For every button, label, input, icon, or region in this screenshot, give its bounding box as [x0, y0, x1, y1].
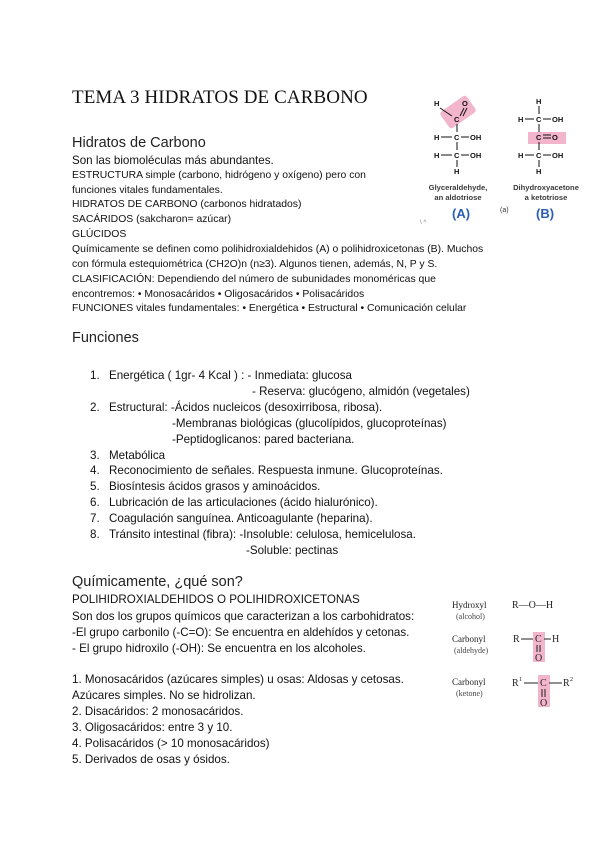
list-item: Reconocimiento de señales. Respuesta inmune. Glucoproteínas.	[109, 464, 443, 477]
text-line: - El grupo hidroxilo (-OH): Se encuentra en los alcoholes.	[72, 642, 366, 655]
section-heading-funciones: Funciones	[72, 330, 139, 346]
subheading: POLIHIDROXIALDEHIDOS O POLIHIDROXICETONAS	[72, 593, 360, 606]
intro-line: SACÁRIDOS (sakcharon= azúcar)	[72, 214, 232, 225]
list-item-continuation: - Reserva: glucógeno, almidón (vegetales)	[252, 385, 470, 398]
ketone-sup1: 1	[519, 677, 522, 683]
ketone-sub: (ketone)	[456, 689, 483, 698]
intro-line: Químicamente se definen como polihidroxialdehidos (A) o polihidroxicetonas (B). Muchos	[72, 244, 484, 255]
section-heading-quimicamente: Químicamente, ¿qué son?	[72, 574, 243, 590]
list-item: Coagulación sanguínea. Anticoagulante (heparina).	[109, 512, 373, 525]
class-line: 3. Oligosacáridos: entre 3 y 10.	[72, 721, 233, 734]
list-number: 2.	[90, 401, 100, 414]
atom-c: C	[536, 151, 542, 160]
functional-groups-figure	[446, 592, 592, 716]
list-item: Metabólica	[109, 449, 166, 462]
aldehyde-o: O	[535, 653, 543, 664]
aldehyde-r: R	[513, 634, 520, 645]
atom-o: O	[462, 99, 468, 108]
class-line: Azúcares simples. No se hidrolizan.	[72, 689, 256, 702]
hydroxyl-sub: (alcohol)	[456, 612, 485, 621]
class-line: 2. Disacáridos: 2 monosacáridos.	[72, 705, 244, 718]
text-line: -El grupo carbonilo (-C=O): Se encuentra en aldehídos y cetonas.	[72, 626, 410, 639]
atom-c: C	[536, 115, 542, 124]
atom-oh: OH	[470, 133, 482, 142]
hydroxyl-name: Hydroxyl	[452, 600, 487, 610]
list-item: Estructural: -Ácidos nucleicos (desoxirribosa, ribosa).	[109, 401, 383, 414]
aldehyde-sub: (aldehyde)	[454, 646, 489, 655]
list-number: 5.	[90, 480, 100, 493]
aldehyde-name: Carbonyl	[452, 634, 486, 644]
atom-h: H	[434, 151, 440, 160]
list-number: 6.	[90, 496, 100, 509]
intro-line: HIDRATOS DE CARBONO (carbonos hidratados)	[72, 199, 302, 210]
intro-line: CLASIFICACIÓN: Dependiendo del número de subunidades monoméricas que	[72, 274, 436, 285]
list-number: 1.	[90, 369, 100, 382]
class-line: 4. Polisacáridos (> 10 monosacáridos)	[72, 737, 270, 750]
intro-line: GLÚCIDOS	[72, 229, 127, 240]
atom-h: H	[518, 151, 524, 160]
atom-h: H	[454, 167, 460, 176]
atom-h: H	[518, 115, 524, 124]
list-item: Biosíntesis ácidos grasos y aminoácidos.	[109, 480, 321, 493]
ketone-r2: R	[563, 678, 570, 689]
list-item: Tránsito intestinal (fibra): -Insoluble: celulosa, hemicelulosa.	[109, 528, 416, 541]
label-mid: (a)	[500, 207, 509, 214]
list-item-continuation: -Peptidoglicanos: pared bacteriana.	[172, 433, 355, 446]
list-number: 8.	[90, 528, 100, 541]
label-b: (B)	[536, 206, 555, 221]
caption-glyceraldehyde: Glyceraldehyde,	[428, 183, 488, 192]
page-title: TEMA 3 HIDRATOS DE CARBONO	[72, 87, 368, 108]
text-line: Son dos los grupos químicos que caracterizan a los carbohidratos:	[72, 610, 415, 623]
cut-text: \ ^	[420, 220, 427, 224]
list-item: Energética ( 1gr- 4 Kcal ) : - Inmediata: glucosa	[109, 369, 352, 382]
atom-h: H	[536, 167, 542, 176]
ketone-c: C	[540, 678, 547, 689]
aldehyde-c: C	[535, 634, 542, 645]
atom-h: H	[434, 99, 440, 108]
aldehyde-h: H	[552, 634, 560, 645]
intro-line: con fórmula estequiométrica (CH2O)n (n≥3). Algunos tienen, además, N, P y S.	[72, 259, 438, 270]
list-item-continuation: -Membranas biológicas (glucolípidos, glucoproteínas)	[172, 417, 447, 430]
class-line: 1. Monosacáridos (azúcares simples) u osas: Aldosas y cetosas.	[72, 673, 404, 686]
triose-structures-figure	[418, 94, 596, 224]
list-number: 3.	[90, 449, 100, 462]
caption-dihydroxyacetone: Dihydroxyacetone	[513, 183, 579, 192]
ketone-o: O	[540, 698, 548, 709]
ketone-r1: R	[512, 678, 519, 689]
atom-oh: OH	[552, 151, 564, 160]
atom-c: C	[536, 133, 542, 142]
atom-h: H	[434, 133, 440, 142]
intro-line: funciones vitales fundamentales.	[72, 185, 223, 196]
triose-structures-svg	[418, 94, 596, 224]
ketone-sup2: 2	[570, 677, 573, 683]
class-line: 5. Derivados de osas y ósidos.	[72, 753, 230, 766]
hydroxyl-formula: R—O—H	[512, 600, 554, 611]
section-heading-hidratos: Hidratos de Carbono	[72, 135, 206, 151]
aldehyde-highlight	[439, 95, 477, 130]
atom-h: H	[536, 97, 542, 106]
atom-c: C	[454, 133, 460, 142]
functional-groups-svg	[446, 592, 592, 716]
ketone-name: Carbonyl	[452, 677, 486, 687]
intro-line: FUNCIONES vitales fundamentales: • Energética • Estructural • Comunicación celular	[72, 303, 467, 314]
intro-line: ESTRUCTURA simple (carbono, hidrógeno y oxígeno) pero con	[72, 170, 366, 181]
label-a: (A)	[452, 206, 471, 221]
atom-o: O	[552, 133, 558, 142]
intro-line: Son las biomoléculas más abundantes.	[72, 154, 274, 167]
list-item: Lubricación de las articulaciones (ácido hialurónico).	[109, 496, 378, 509]
intro-line: encontremos: • Monosacáridos • Oligosacáridos • Polisacáridos	[72, 289, 365, 300]
atom-c: C	[454, 115, 460, 124]
atom-oh: OH	[552, 115, 564, 124]
atom-c: C	[454, 151, 460, 160]
caption-aldotriose: an aldotriose	[434, 193, 482, 202]
list-number: 7.	[90, 512, 100, 525]
caption-ketotriose: a ketotriose	[524, 193, 568, 202]
list-item-continuation: -Soluble: pectinas	[246, 544, 339, 557]
list-number: 4.	[90, 464, 100, 477]
atom-oh: OH	[470, 151, 482, 160]
